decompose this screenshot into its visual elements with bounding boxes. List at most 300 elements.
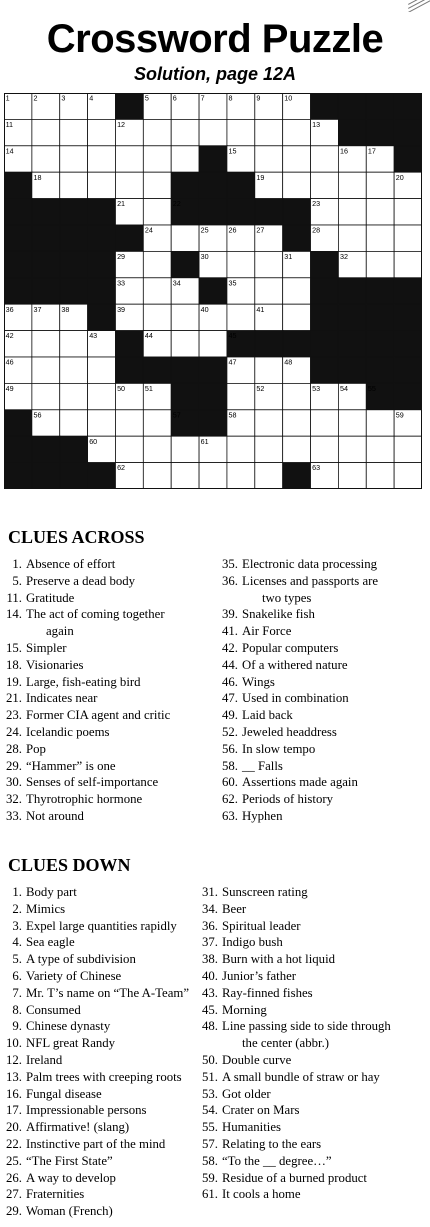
clue-number: 17.	[6, 1103, 22, 1118]
grid-cell[interactable]	[366, 463, 394, 489]
clue-number: 45.	[202, 1002, 218, 1017]
grid-block-cell	[88, 199, 116, 226]
grid-cell[interactable]	[171, 304, 199, 330]
clue-number: 56.	[222, 741, 238, 756]
clue-number: 40.	[202, 968, 218, 983]
grid-cell-number: 26	[228, 225, 237, 235]
grid-cell-number: 54	[340, 384, 348, 393]
grid-block-cell	[60, 199, 88, 226]
grid-cell[interactable]	[60, 331, 88, 357]
grid-cell[interactable]	[394, 199, 422, 225]
grid-cell[interactable]	[171, 119, 199, 145]
grid-cell[interactable]	[60, 410, 88, 436]
clue-number: 31.	[202, 885, 218, 899]
page-title: Crossword Puzzle	[46, 17, 384, 61]
clue-text: Absence of effort	[26, 557, 116, 571]
clue-text: Licenses and passports are	[242, 573, 379, 588]
grid-block-cell	[115, 225, 143, 252]
clue-number: 50.	[202, 1052, 218, 1067]
grid-cell[interactable]	[394, 463, 422, 489]
page-corner-lines	[408, 0, 430, 12]
grid-block-cell	[32, 463, 60, 489]
grid-cell[interactable]	[115, 172, 143, 198]
grid-cell-number: 60	[89, 436, 98, 446]
grid-block-cell	[115, 331, 143, 358]
grid-block-cell	[4, 172, 32, 199]
grid-cell[interactable]	[283, 278, 311, 304]
clue-number: 39.	[222, 607, 238, 622]
clue-continuation	[196, 1035, 391, 1052]
clue-number: 61.	[202, 1187, 218, 1202]
grid-cell-number: 61	[200, 436, 209, 446]
grid-block-cell	[199, 199, 227, 226]
clue-item	[0, 590, 170, 607]
clue-text: Spiritual leader	[222, 918, 301, 933]
clue-text: “Hammer” is one	[26, 758, 116, 773]
clue-number: 5.	[12, 952, 22, 967]
clue-number: 28.	[6, 741, 22, 756]
grid-cell-number: 28	[312, 225, 321, 235]
clue-item	[216, 623, 378, 640]
grid-block-cell	[115, 357, 143, 384]
grid-block-cell	[366, 119, 394, 146]
grid-cell[interactable]	[60, 357, 88, 383]
clue-text: Laid back	[242, 708, 293, 723]
clue-number: 62.	[222, 792, 238, 807]
grid-cell-number: 59	[395, 410, 404, 420]
clue-number: 18.	[6, 657, 22, 672]
grid-cell[interactable]	[88, 119, 116, 145]
grid-block-cell	[32, 251, 60, 278]
clue-number: 55.	[202, 1120, 218, 1135]
clue-item	[0, 1186, 189, 1203]
grid-cell[interactable]	[60, 119, 88, 145]
clue-text: __ Falls	[242, 758, 283, 773]
clue-item	[0, 1002, 189, 1019]
clue-number: 52.	[222, 724, 238, 739]
grid-block-cell	[394, 119, 422, 146]
clue-number: 15.	[6, 640, 22, 655]
grid-cell[interactable]	[283, 383, 311, 409]
clue-text: The act of coming together	[26, 607, 165, 622]
grid-block-cell	[227, 172, 255, 199]
clue-number: 26.	[6, 1170, 22, 1185]
clue-item	[196, 1136, 391, 1153]
grid-block-cell	[88, 225, 116, 252]
clue-item	[196, 884, 391, 901]
clue-text: Pop	[26, 741, 46, 756]
grid-cell-number: 30	[200, 252, 209, 261]
clue-text: Indicates near	[26, 691, 98, 706]
clue-text: Icelandic poems	[26, 724, 110, 739]
grid-cell[interactable]	[255, 119, 283, 145]
grid-cell[interactable]	[171, 331, 199, 357]
grid-cell[interactable]	[32, 357, 60, 383]
clue-number: 24.	[6, 724, 22, 739]
grid-cell[interactable]	[311, 172, 339, 198]
grid-cell[interactable]	[255, 251, 283, 277]
grid-cell[interactable]	[199, 331, 227, 357]
clue-item	[216, 707, 378, 724]
clue-item	[0, 741, 170, 758]
grid-block-cell	[366, 304, 394, 331]
grid-cell[interactable]	[311, 146, 339, 172]
clue-number: 2.	[12, 901, 22, 916]
grid-cell-number: 36	[5, 304, 14, 314]
clue-number: 37.	[202, 935, 218, 950]
clue-number: 49.	[222, 708, 238, 723]
grid-cell-number: 56	[33, 410, 42, 420]
clue-number: 9.	[12, 1019, 22, 1034]
grid-cell[interactable]	[88, 146, 116, 172]
grid-cell-number: 22	[172, 199, 181, 209]
grid-cell-number: 49	[5, 384, 14, 393]
grid-cell[interactable]	[32, 119, 60, 145]
grid-cell[interactable]	[255, 463, 283, 489]
grid-cell[interactable]	[227, 436, 255, 462]
clue-number: 21.	[6, 691, 22, 706]
clue-item	[0, 918, 189, 935]
clue-item	[0, 1069, 189, 1086]
grid-block-cell	[283, 199, 311, 226]
grid-cell[interactable]	[115, 410, 143, 436]
clue-number: 22.	[6, 1136, 22, 1151]
grid-cell[interactable]	[366, 199, 394, 225]
clue-text: In slow tempo	[242, 741, 316, 756]
clue-text: A type of subdivision	[26, 952, 136, 967]
grid-block-cell	[199, 357, 227, 384]
clue-item	[216, 690, 378, 707]
grid-cell-number: 18	[33, 172, 42, 182]
grid-cell[interactable]	[227, 463, 255, 489]
grid-cell-number: 1	[5, 93, 10, 103]
grid-cell-number: 6	[172, 93, 177, 103]
grid-cell[interactable]	[255, 357, 283, 383]
clue-number: 36.	[222, 573, 238, 588]
grid-cell-number: 63	[312, 463, 321, 473]
clue-number: 25.	[6, 1153, 22, 1168]
grid-cell[interactable]	[60, 383, 88, 409]
grid-cell-number: 32	[340, 252, 348, 261]
grid-cell-number: 41	[256, 304, 265, 314]
grid-cell[interactable]	[311, 410, 339, 436]
clue-text: Indigo bush	[222, 935, 283, 950]
clue-number: 54.	[202, 1103, 218, 1118]
grid-cell[interactable]	[143, 410, 171, 436]
clue-number: 48.	[202, 1019, 218, 1034]
grid-cell[interactable]	[338, 225, 366, 251]
clue-item	[0, 690, 170, 707]
grid-cell-number: 14	[5, 146, 14, 156]
clue-item	[0, 985, 189, 1002]
grid-cell[interactable]	[171, 146, 199, 172]
grid-block-cell	[338, 278, 366, 305]
clue-number: 46.	[222, 674, 238, 689]
grid-cell-number: 29	[117, 252, 126, 261]
clue-number: 1.	[12, 885, 22, 899]
grid-cell[interactable]	[143, 463, 171, 489]
grid-cell[interactable]	[366, 225, 394, 251]
clue-text: Palm trees with creeping roots	[26, 1069, 182, 1084]
clue-item	[0, 951, 189, 968]
grid-cell[interactable]	[143, 436, 171, 462]
grid-cell[interactable]	[394, 436, 422, 462]
clue-item	[0, 1018, 189, 1035]
grid-cell[interactable]	[283, 410, 311, 436]
clue-item	[216, 606, 378, 623]
clue-item	[216, 774, 378, 791]
clue-text: NFL great Randy	[26, 1036, 116, 1051]
grid-block-cell	[199, 383, 227, 410]
grid-cell[interactable]	[338, 463, 366, 489]
clue-item	[196, 1002, 391, 1019]
down-header: CLUES DOWN	[8, 855, 131, 875]
clue-text: Double curve	[222, 1052, 292, 1067]
grid-cell-number: 15	[228, 146, 237, 156]
grid-cell-number: 51	[144, 384, 153, 393]
grid-cell[interactable]	[32, 331, 60, 357]
grid-cell-number: 7	[200, 93, 205, 103]
clue-text: Preserve a dead body	[26, 573, 136, 588]
clue-item	[196, 1069, 391, 1086]
clue-number: 57.	[202, 1136, 218, 1151]
clue-text: Visionaries	[26, 657, 84, 672]
clue-text: Air Force	[242, 624, 292, 639]
grid-cell[interactable]	[171, 463, 199, 489]
grid-cell[interactable]	[88, 383, 116, 409]
grid-cell[interactable]	[283, 436, 311, 462]
grid-cell-number: 47	[228, 357, 237, 367]
page-subtitle: Solution, page 12A	[133, 64, 297, 84]
clue-text: A way to develop	[26, 1170, 116, 1185]
grid-cell[interactable]	[227, 383, 255, 409]
clue-text: Periods of history	[242, 792, 333, 807]
grid-cell-number: 42	[5, 331, 14, 341]
clue-text: A small bundle of straw or hay	[222, 1069, 380, 1084]
clue-text: Body part	[26, 885, 77, 899]
grid-cell[interactable]	[283, 146, 311, 172]
grid-cell-number: 4	[89, 93, 94, 103]
clue-number: 19.	[6, 674, 22, 689]
grid-cell-number: 53	[312, 384, 321, 393]
clue-text: Fraternities	[26, 1187, 85, 1202]
grid-cell[interactable]	[366, 251, 394, 277]
grid-block-cell	[115, 93, 143, 120]
clue-item	[0, 901, 189, 918]
clue-item	[196, 901, 391, 918]
grid-block-cell	[4, 410, 32, 437]
grid-cell[interactable]	[88, 357, 116, 383]
grid-cell[interactable]	[366, 172, 394, 198]
grid-block-cell	[283, 331, 311, 358]
clue-text: Former CIA agent and critic	[26, 708, 171, 723]
clue-text: “To the __ degree…”	[222, 1153, 332, 1168]
across-clues-left	[0, 556, 170, 825]
clue-number: 10.	[6, 1036, 22, 1051]
grid-cell[interactable]	[199, 119, 227, 145]
grid-cell[interactable]	[338, 199, 366, 225]
grid-block-cell	[143, 357, 171, 384]
clue-number: 11.	[6, 590, 22, 605]
clue-item	[0, 968, 189, 985]
grid-block-cell	[4, 225, 32, 252]
grid-cell[interactable]	[199, 463, 227, 489]
clue-text: Humanities	[222, 1120, 281, 1135]
grid-cell-number: 48	[284, 357, 293, 367]
grid-block-cell	[4, 251, 32, 278]
grid-cell[interactable]	[394, 225, 422, 251]
clue-text: Ray-finned fishes	[222, 985, 313, 1000]
grid-block-cell	[171, 383, 199, 410]
grid-cell-number: 31	[284, 252, 293, 261]
clue-item	[0, 1153, 189, 1170]
clue-text: Popular computers	[242, 640, 339, 655]
grid-cell[interactable]	[227, 304, 255, 330]
grid-block-cell	[88, 278, 116, 305]
grid-cell[interactable]	[88, 172, 116, 198]
clue-item	[216, 808, 378, 825]
grid-cell-number: 46	[5, 357, 14, 367]
grid-block-cell	[199, 172, 227, 199]
grid-cell[interactable]	[171, 225, 199, 251]
grid-block-cell	[227, 199, 255, 226]
grid-cell[interactable]	[366, 410, 394, 436]
grid-cell-number: 39	[117, 304, 126, 314]
clue-number: 51.	[202, 1069, 218, 1084]
clue-text: Large, fish-eating bird	[26, 674, 141, 689]
clue-item	[0, 884, 189, 901]
grid-block-cell	[394, 331, 422, 358]
clue-item	[196, 918, 391, 935]
clue-item	[0, 1052, 189, 1069]
clue-text: Hyphen	[242, 808, 283, 823]
clue-number: 27.	[6, 1187, 22, 1202]
grid-cell[interactable]	[227, 251, 255, 277]
clue-item	[0, 758, 170, 775]
clue-text: Simpler	[26, 640, 67, 655]
grid-block-cell	[32, 436, 60, 463]
grid-cell[interactable]	[32, 383, 60, 409]
grid-cell[interactable]	[143, 304, 171, 330]
clue-text: Mimics	[26, 901, 66, 916]
clue-text: Affirmative! (slang)	[26, 1120, 130, 1135]
clue-number: 20.	[6, 1120, 22, 1135]
grid-cell-number: 57	[172, 410, 181, 420]
grid-cell-number: 5	[144, 93, 149, 103]
grid-cell[interactable]	[143, 278, 171, 304]
grid-cell[interactable]	[394, 251, 422, 277]
clue-item	[196, 1153, 391, 1170]
grid-cell[interactable]	[338, 436, 366, 462]
grid-cell[interactable]	[338, 410, 366, 436]
clue-text: the center (abbr.)	[242, 1036, 330, 1051]
clue-text: Burn with a hot liquid	[222, 952, 336, 967]
across-header: CLUES ACROSS	[8, 527, 145, 547]
grid-cell[interactable]	[143, 251, 171, 277]
grid-cell-number: 10	[284, 93, 293, 103]
grid-block-cell	[394, 93, 422, 120]
down-clues-left	[0, 884, 189, 1220]
clue-number: 16.	[6, 1086, 22, 1101]
grid-cell[interactable]	[171, 436, 199, 462]
grid-cell[interactable]	[115, 436, 143, 462]
clue-item	[216, 741, 378, 758]
clue-number: 23.	[6, 708, 22, 723]
grid-cell[interactable]	[283, 304, 311, 330]
grid-cell-number: 40	[200, 304, 209, 314]
clue-text: Relating to the ears	[222, 1136, 322, 1151]
grid-cell[interactable]	[143, 172, 171, 198]
clue-item	[196, 1052, 391, 1069]
grid-cell[interactable]	[338, 172, 366, 198]
grid-cell[interactable]	[255, 278, 283, 304]
clue-number: 63.	[222, 808, 238, 823]
grid-cell-number: 27	[256, 225, 265, 235]
grid-cell[interactable]	[255, 146, 283, 172]
clue-text: Line passing side to side through	[222, 1019, 391, 1034]
grid-cell[interactable]	[283, 119, 311, 145]
clue-text: Expel large quantities rapidly	[26, 918, 177, 933]
clue-text: Assertions made again	[242, 775, 358, 790]
grid-cell[interactable]	[88, 410, 116, 436]
clue-text: Sea eagle	[26, 935, 75, 950]
grid-block-cell	[199, 278, 227, 305]
grid-block-cell	[199, 410, 227, 437]
grid-cell[interactable]	[143, 146, 171, 172]
grid-cell[interactable]	[143, 119, 171, 145]
clue-number: 30.	[6, 775, 22, 790]
grid-block-cell	[32, 199, 60, 226]
clue-item	[0, 774, 170, 791]
clue-text: Sunscreen rating	[222, 885, 308, 899]
clue-item	[0, 606, 170, 623]
clue-number: 12.	[6, 1052, 22, 1067]
grid-cell[interactable]	[60, 146, 88, 172]
grid-cell[interactable]	[32, 146, 60, 172]
clue-item	[216, 573, 378, 590]
clue-item	[0, 724, 170, 741]
clue-number: 8.	[12, 1002, 22, 1017]
grid-block-cell	[311, 357, 339, 384]
grid-cell[interactable]	[60, 172, 88, 198]
grid-cell-number: 50	[117, 384, 126, 393]
grid-block-cell	[366, 331, 394, 358]
grid-block-cell	[199, 146, 227, 173]
clue-item	[216, 640, 378, 657]
grid-block-cell	[88, 251, 116, 278]
crossword-grid[interactable]	[4, 93, 422, 489]
grid-cell[interactable]	[255, 410, 283, 436]
grid-cell[interactable]	[227, 119, 255, 145]
grid-cell[interactable]	[143, 199, 171, 225]
grid-cell-number: 23	[312, 199, 321, 209]
grid-block-cell	[60, 436, 88, 463]
down-clues-right	[196, 884, 391, 1203]
grid-cell[interactable]	[255, 436, 283, 462]
grid-cell[interactable]	[311, 436, 339, 462]
clue-number: 7.	[12, 985, 22, 1000]
grid-block-cell	[394, 278, 422, 305]
grid-cell[interactable]	[115, 146, 143, 172]
grid-cell[interactable]	[366, 436, 394, 462]
clue-item	[196, 1102, 391, 1119]
grid-cell[interactable]	[283, 172, 311, 198]
clue-item	[196, 934, 391, 951]
clue-text: Wings	[242, 674, 275, 689]
clue-item	[0, 1203, 189, 1220]
grid-block-cell	[4, 436, 32, 463]
clue-text: Instinctive part of the mind	[26, 1136, 166, 1151]
